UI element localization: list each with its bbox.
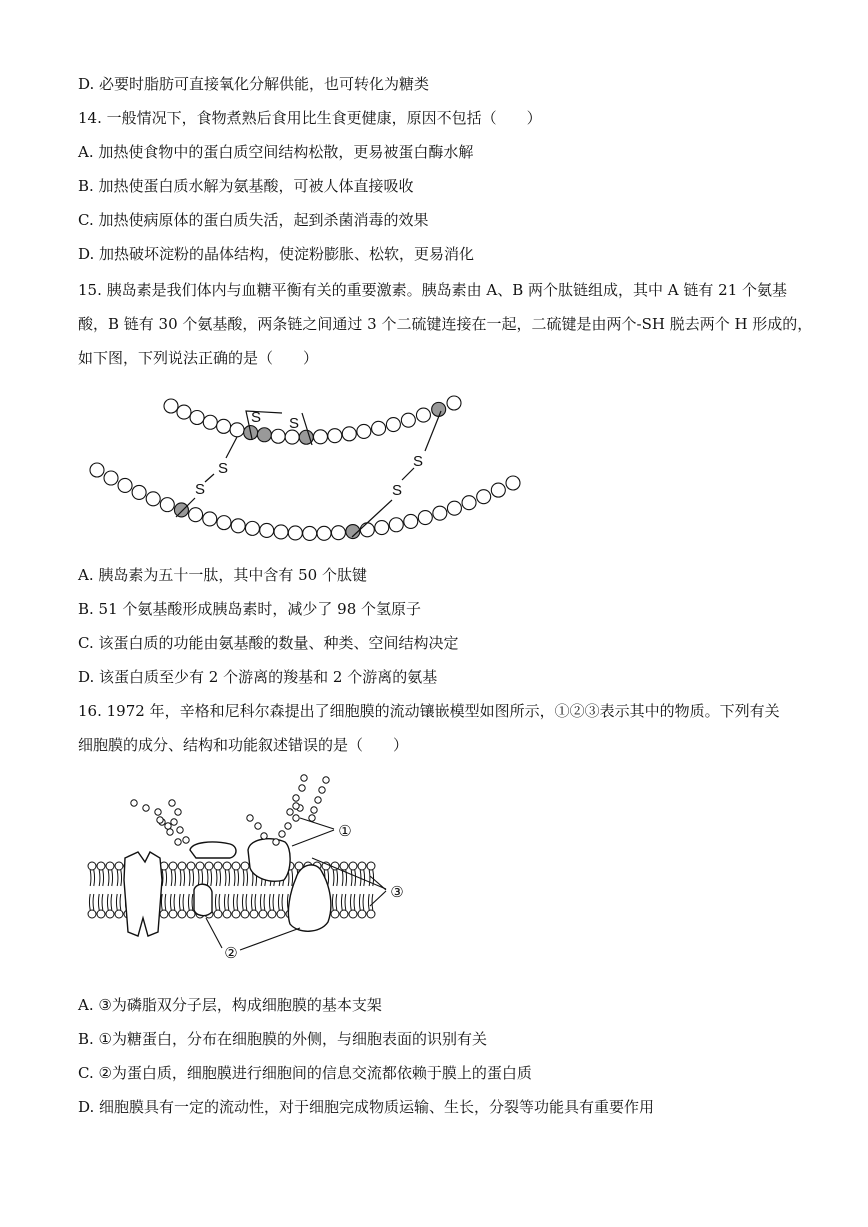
q15-option-a: A. 胰岛素为五十一肽，其中含有 50 个肽键 (78, 566, 367, 584)
channel-protein (124, 852, 162, 936)
q15-stem-line-2: 酸，B 链有 30 个氨基酸，两条链之间通过 3 个二硫键连接在一起，二硫键是由两个-SH 脱去两个 H 形成的， (78, 315, 813, 333)
q14-stem: 14. 一般情况下，食物煮熟后食用比生食更健康，原因不包括（ ） (78, 109, 542, 127)
sulfur-label: S (391, 482, 403, 499)
q15-option-c: C. 该蛋白质的功能由氨基酸的数量、种类、空间结构决定 (78, 634, 459, 652)
q15-stem-line-1: 15. 胰岛素是我们体内与血糖平衡有关的重要激素。胰岛素由 A、B 两个肽链组成，其中 A 链有 21 个氨基 (78, 281, 788, 299)
q16-option-b: B. ①为糖蛋白，分布在细胞膜的外侧，与细胞表面的识别有关 (78, 1030, 488, 1048)
peripheral-protein (190, 842, 236, 858)
q16-stem-line-2: 细胞膜的成分、结构和功能叙述错误的是（ ） (78, 736, 409, 754)
sulfur-label: S (194, 481, 206, 498)
label-three: ③ (390, 884, 404, 901)
sulfur-label: S (288, 415, 300, 432)
q16-option-c: C. ②为蛋白质，细胞膜进行细胞间的信息交流都依赖于膜上的蛋白质 (78, 1064, 532, 1082)
membrane-proteins (124, 839, 331, 936)
q15-option-b: B. 51 个氨基酸形成胰岛素时，减少了 98 个氢原子 (78, 600, 422, 618)
sulfur-label: S (412, 453, 424, 470)
sulfur-label: S (217, 460, 229, 477)
inner-protein (194, 884, 212, 915)
q14-option-a: A. 加热使食物中的蛋白质空间结构松散，更易被蛋白酶水解 (78, 143, 474, 161)
embedded-protein (248, 839, 290, 882)
q14-option-c: C. 加热使病原体的蛋白质失活，起到杀菌消毒的效果 (78, 211, 429, 229)
q16-option-a: A. ③为磷脂双分子层，构成细胞膜的基本支架 (78, 996, 382, 1014)
q15-option-d: D. 该蛋白质至少有 2 个游离的羧基和 2 个游离的氨基 (78, 668, 438, 686)
q14-option-d: D. 加热破坏淀粉的晶体结构，使淀粉膨胀、松软，更易消化 (78, 245, 475, 263)
glycoprotein-chains (131, 775, 329, 845)
q16-option-d: D. 细胞膜具有一定的流动性，对于细胞完成物质运输、生长，分裂等功能具有重要作用 (78, 1098, 655, 1116)
q13-option-d: D. 必要时脂肪可直接氧化分解供能，也可转化为糖类 (78, 75, 430, 93)
label-two: ② (224, 945, 238, 962)
sulfur-label: S (250, 409, 262, 426)
q14-option-b: B. 加热使蛋白质水解为氨基酸，可被人体直接吸收 (78, 177, 414, 195)
q16-stem-line-1: 16. 1972 年，辛格和尼科尔森提出了细胞膜的流动镶嵌模型如图所示，①②③表示其中的物质。下列有关 (78, 702, 780, 720)
q15-stem-line-3: 如下图，下列说法正确的是（ ） (78, 349, 319, 367)
label-one: ① (338, 823, 352, 840)
